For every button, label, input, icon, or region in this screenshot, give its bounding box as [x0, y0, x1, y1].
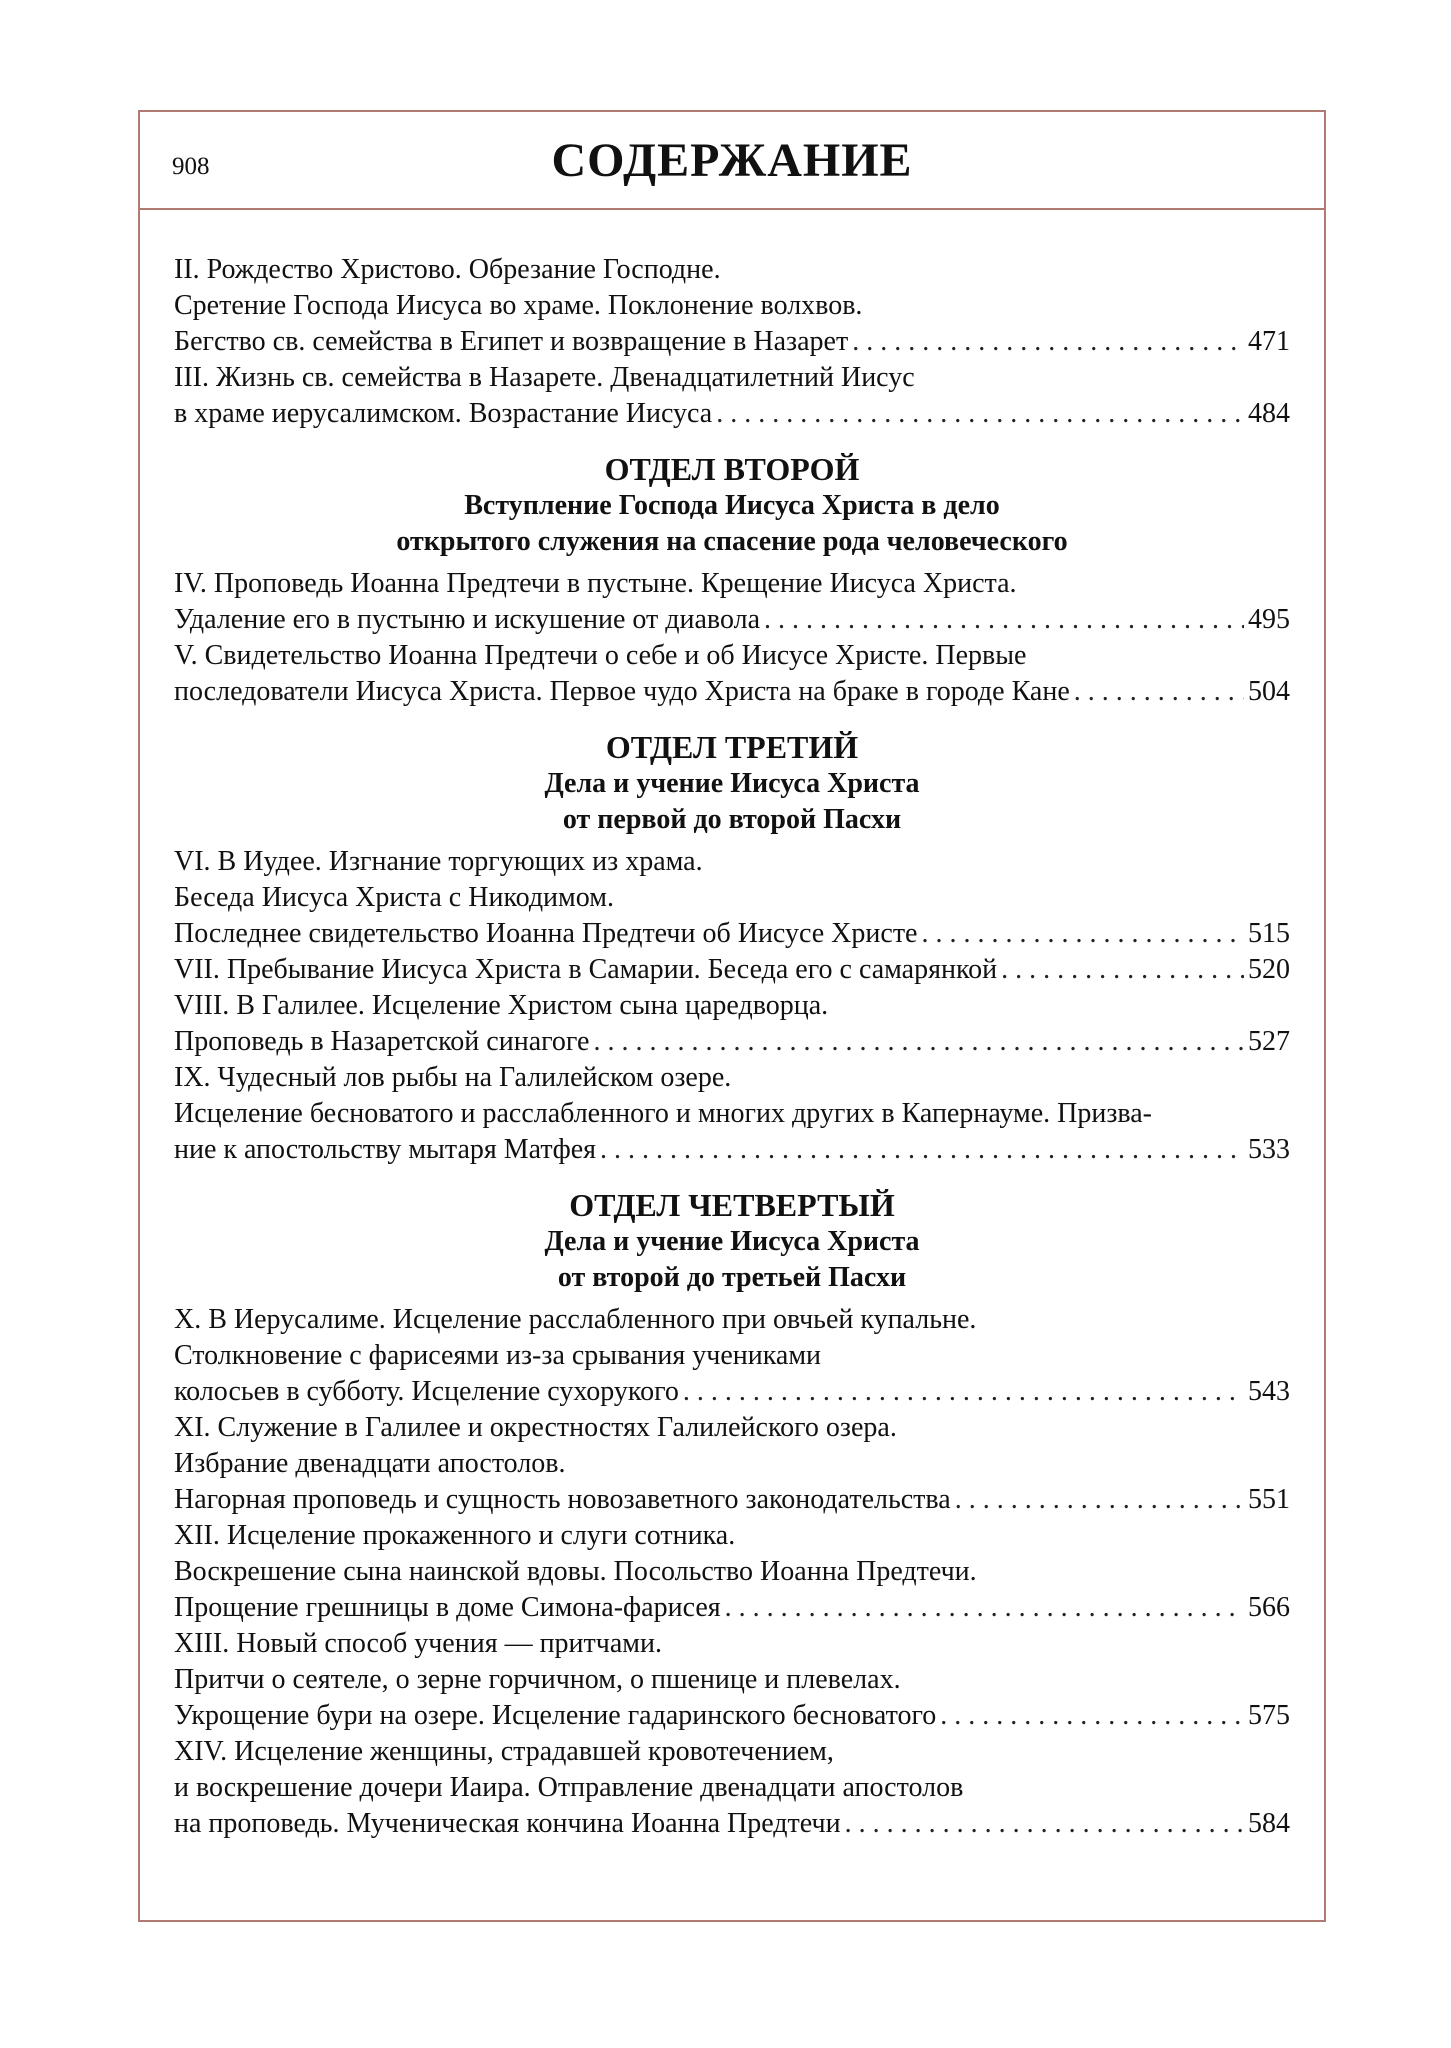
- section-subtitle: открытого служения на спасение рода человеческого: [396, 526, 1068, 557]
- section-subtitle: от второй до третьей Пасхи: [557, 1262, 907, 1293]
- page-ref: 584: [1248, 1808, 1290, 1839]
- entry-line: IX. Чудесный лов рыбы на Галилейском озере.: [174, 1062, 732, 1093]
- toc-entry: [174, 638, 1290, 710]
- entry-last-line: [174, 324, 1290, 360]
- page-ref: 551: [1248, 1484, 1290, 1515]
- page-ref: 527: [1248, 1026, 1290, 1057]
- entry-last-line: [174, 916, 1290, 952]
- entry-last-line: [174, 396, 1290, 432]
- dot-leader: [955, 1482, 1244, 1518]
- entry-last-line: [174, 1590, 1290, 1626]
- entry-text: Нагорная проповедь и сущность новозаветного законодательства: [174, 1484, 951, 1515]
- section-title: ОТДЕЛ ВТОРОЙ: [604, 451, 860, 487]
- entry-last-line: [174, 1806, 1290, 1842]
- entry-line: III. Жизнь св. семейства в Назарете. Двенадцатилетний Иисус: [174, 362, 915, 393]
- entry-last-line: [174, 602, 1290, 638]
- entry-text: в храме иерусалимском. Возрастание Иисуса: [174, 398, 713, 429]
- page-ref: 575: [1248, 1700, 1290, 1731]
- page-ref: 515: [1248, 918, 1290, 949]
- page-title: СОДЕРЖАНИЕ: [551, 134, 913, 187]
- dot-leader: [852, 324, 1244, 360]
- toc-entry: [174, 566, 1290, 638]
- entry-text: Бегство св. семейства в Египет и возвращение в Назарет: [174, 326, 849, 357]
- section-heading: [174, 728, 1290, 838]
- entry-line: IV. Проповедь Иоанна Предтечи в пустыне. Крещение Иисуса Христа.: [174, 568, 1017, 599]
- entry-line: X. В Иерусалиме. Исцеление расслабленного при овчьей купальне.: [174, 1304, 977, 1335]
- entry-line: VI. В Иудее. Изгнание торгующих из храма.: [174, 846, 703, 877]
- section-subtitle: Дела и учение Иисуса Христа: [544, 1226, 920, 1257]
- section-subtitle: Вступление Господа Иисуса Христа в дело: [464, 490, 1000, 521]
- toc-entry: [174, 1302, 1290, 1410]
- entry-text: ние к апостольству мытаря Матфея: [174, 1134, 597, 1165]
- section-subtitle: Дела и учение Иисуса Христа: [544, 768, 920, 799]
- section-title: ОТДЕЛ ЧЕТВЕРТЫЙ: [569, 1187, 895, 1223]
- entry-text: Прощение грешницы в доме Симона-фарисея: [174, 1592, 721, 1623]
- entry-last-line: [174, 674, 1290, 710]
- dot-leader: [845, 1806, 1244, 1842]
- table-of-contents: [174, 252, 1290, 1842]
- entry-last-line: [174, 1132, 1290, 1168]
- entry-line: XIII. Новый способ учения — притчами.: [174, 1628, 662, 1659]
- toc-entry: [174, 1626, 1290, 1734]
- dot-leader: [593, 1024, 1244, 1060]
- entry-line: Исцеление бесноватого и расслабленного и многих других в Капернауме. Призва-: [174, 1098, 1152, 1129]
- page-ref: 533: [1248, 1134, 1290, 1165]
- toc-entry: [174, 952, 1290, 988]
- entry-line: II. Рождество Христово. Обрезание Господне.: [174, 254, 721, 285]
- dot-leader: [716, 396, 1244, 432]
- dot-leader: [764, 602, 1244, 638]
- entry-line: XII. Исцеление прокаженного и слуги сотника.: [174, 1520, 736, 1551]
- dot-leader: [1001, 952, 1244, 988]
- page-ref: 543: [1248, 1376, 1290, 1407]
- entry-line: V. Свидетельство Иоанна Предтечи о себе и об Иисусе Христе. Первые: [174, 640, 1027, 671]
- entry-last-line: [174, 1374, 1290, 1410]
- entry-line: и воскрешение дочери Иаира. Отправление двенадцати апостолов: [174, 1772, 964, 1803]
- entry-text: колосьев в субботу. Исцеление сухорукого: [174, 1376, 679, 1407]
- entry-text: последователи Иисуса Христа. Первое чудо Христа на браке в городе Кане: [174, 676, 1070, 707]
- entry-line: Избрание двенадцати апостолов.: [174, 1448, 566, 1479]
- page-header: [140, 112, 1324, 210]
- page-number: 908: [172, 153, 210, 180]
- toc-entry: [174, 844, 1290, 952]
- page-ref: 471: [1248, 326, 1290, 357]
- page-ref: 495: [1248, 604, 1290, 635]
- entry-line: VIII. В Галилее. Исцеление Христом сына царедворца.: [174, 990, 829, 1021]
- entry-line: Столкновение с фарисеями из-за срывания учениками: [174, 1340, 822, 1371]
- dot-leader: [940, 1698, 1244, 1734]
- section-heading: [174, 1186, 1290, 1296]
- entry-line: Беседа Иисуса Христа с Никодимом.: [174, 882, 614, 913]
- entry-line: XI. Служение в Галилее и окрестностях Галилейского озера.: [174, 1412, 897, 1443]
- section-heading: [174, 450, 1290, 560]
- dot-leader: [921, 916, 1244, 952]
- entry-line: Притчи о сеятеле, о зерне горчичном, о пшенице и плевелах.: [174, 1664, 901, 1695]
- page-frame: [138, 110, 1326, 1922]
- entry-text: Последнее свидетельство Иоанна Предтечи об Иисусе Христе: [174, 918, 918, 949]
- section-subtitle: от первой до второй Пасхи: [562, 804, 902, 835]
- dot-leader: [725, 1590, 1244, 1626]
- entry-last-line: [174, 952, 1290, 988]
- section-title: ОТДЕЛ ТРЕТИЙ: [605, 729, 859, 765]
- page-ref: 566: [1248, 1592, 1290, 1623]
- entry-line: Сретение Господа Иисуса во храме. Поклонение волхвов.: [174, 290, 863, 321]
- toc-entry: [174, 1410, 1290, 1518]
- entry-last-line: [174, 1698, 1290, 1734]
- toc-entry: [174, 1060, 1290, 1168]
- dot-leader: [1074, 674, 1244, 710]
- toc-entry: [174, 988, 1290, 1060]
- entry-text: Укрощение бури на озере. Исцеление гадаринского бесноватого: [174, 1700, 937, 1731]
- entry-last-line: [174, 1482, 1290, 1518]
- dot-leader: [600, 1132, 1244, 1168]
- entry-text: Проповедь в Назаретской синагоге: [174, 1026, 590, 1057]
- toc-entry: [174, 360, 1290, 432]
- entry-last-line: [174, 1024, 1290, 1060]
- toc-entry: [174, 1518, 1290, 1626]
- toc-entry: [174, 1734, 1290, 1842]
- entry-line: XIV. Исцеление женщины, страдавшей кровотечением,: [174, 1736, 834, 1767]
- dot-leader: [683, 1374, 1244, 1410]
- page-ref: 504: [1248, 676, 1290, 707]
- entry-line: Воскрешение сына наинской вдовы. Посольство Иоанна Предтечи.: [174, 1556, 977, 1587]
- entry-text: на проповедь. Мученическая кончина Иоанна Предтечи: [174, 1808, 841, 1839]
- toc-entry: [174, 252, 1290, 360]
- entry-text: VII. Пребывание Иисуса Христа в Самарии. Беседа его с самарянкой: [174, 954, 998, 985]
- entry-text: Удаление его в пустыню и искушение от диавола: [174, 604, 760, 635]
- page-ref: 484: [1248, 398, 1290, 429]
- page-ref: 520: [1248, 954, 1290, 985]
